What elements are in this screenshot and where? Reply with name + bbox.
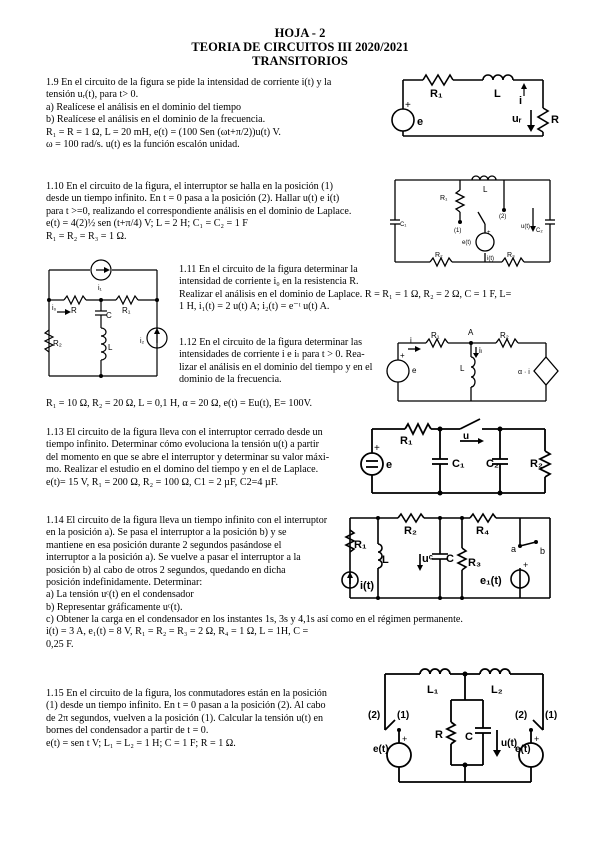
label-c: C [106,311,112,320]
label-it: i(t) [487,256,494,262]
label-plus: + [400,351,405,360]
problem-1-11 [179,264,562,314]
text-line: posición indefinidamente. Determinar: [46,577,203,589]
label-it: i(t) [360,580,375,592]
label-r: R [551,114,559,126]
circuit-figure-1-14 [340,508,565,603]
label-r2: R₂ [53,339,62,348]
sheet-title: HOJA - 2 [274,26,326,40]
label-l1: L₁ [427,684,439,696]
text-line: Realizar el análisis en el dominio de Laplace. R = R₁ = 1 Ω, R₂ = 2 Ω, C = 1 F, L= [179,288,512,300]
label-p1-right: (1) [545,710,558,721]
text-line: b) Realícese el análisis en el dominio de la frecuencia. [46,114,266,126]
label-plus: + [487,230,491,236]
label-r1: R₁ [122,306,131,315]
label-c1: C₁ [452,458,465,470]
label-p2-left: (2) [368,710,381,721]
problem-1-14-continued [46,614,566,651]
label-plus: + [405,100,411,111]
label-a: a [511,544,517,554]
label-ut: u(t) [521,224,530,230]
label-a: A [468,328,474,337]
label-il: iₗ [479,346,483,355]
label-r4: R₄ [476,525,490,537]
label-alpha-i: α · i [518,369,530,376]
label-b: b [540,546,546,556]
text-line: R₁ = R = 1 Ω, L = 20 mH, e(t) = (100 Sen (ωt+π/2))u(t) V. [46,126,281,138]
label-r2: R₂ [404,525,417,537]
label-e: e [412,366,417,375]
problem-1-14 [46,515,341,614]
label-l: L [108,343,113,352]
label-plus-left: + [402,734,408,744]
problem-1-12 [179,337,383,387]
label-c1: C₁ [400,222,407,228]
text-line: a) Realícese el análisis en el dominio del tiempo [46,101,242,113]
text-line: mo. Realizar el estudio en el domino del tiempo y en el de Laplace. [46,464,319,476]
label-e-right: e(t) [515,744,531,755]
text-line: bornes del condensador a partir de t = 0. [46,725,209,737]
text-line: ω = 100 rad/s. u(t) es la función escalón unidad. [46,139,240,151]
text-line: (1) desde un tiempo infinito. En t = 0 pasan a la posición (2). Al cabo [46,700,326,712]
text-line: R₁ = R₂ = R₃ = 1 Ω. [46,230,127,242]
label-c: C [465,731,473,743]
label-i: i [519,95,523,107]
label-r2: R₂ [530,458,543,470]
label-l: L [382,554,389,566]
label-p1: (1) [454,228,462,234]
text-line: interruptor a la posición a). Se vuelve a pasar el interruptor a la [46,552,301,564]
text-line: dominio de la frecuencia. [179,374,282,386]
label-l: L [460,364,465,373]
label-r1: R₁ [400,435,413,447]
text-line: 1.9 En el circuito de la figura se pide la intensidad de corriente i(t) y la [46,77,332,88]
text-line: mantiene en esa posición durante 2 segundos pasándose el [46,539,282,551]
circuit-figure-1-10 [390,170,560,270]
label-e: e(t) [462,240,471,246]
label-r: R [71,306,77,315]
circuit-figure-1-11 [44,256,174,382]
text-line: e(t)= 15 V, R₁ = 200 Ω, R₂ = 100 Ω, C1 = 2 µF, C2=4 µF. [46,476,279,488]
problem-1-13 [46,427,364,489]
label-c2: C₂ [486,458,499,470]
label-l: L [483,185,488,194]
text-line: 1.10 En el circuito de la figura, el interruptor se halla en la posición (1) [46,181,334,192]
text-line: 1.13 El circuito de la figura lleva con el interruptor cerrado desde un [46,427,323,438]
label-i1: i₁ [98,285,102,292]
label-p2: (2) [499,214,507,220]
label-e: e [417,116,424,128]
label-c: C [446,553,454,565]
text-line: R₁ = 10 Ω, R₂ = 20 Ω, L = 0,1 H, α = 20 Ω, e(t) = Eu(t), E= 100V. [46,398,313,409]
label-u: u [463,431,470,442]
text-line: 1.11 En el circuito de la figura determinar la [179,264,358,275]
label-l: L [494,88,501,100]
text-line: e(t) = 4(2)½ sen (t+π/4) V; L = 2 H; C₁ = C₂ = 1 F [46,218,248,230]
label-i: i [410,336,412,345]
text-line: 1.12 En el circuito de la figura determinar las [179,337,363,348]
label-l2: L₂ [491,684,503,696]
circuit-figure-1-15 [365,660,565,790]
text-line: tiempo infinito. Determinar cómo evoluciona la tensión u(t) a partir [46,439,320,451]
label-r1: R₁ [431,331,440,340]
label-p2-right: (2) [515,710,528,721]
label-r1: R₁ [440,195,448,202]
label-r1: R₁ [354,539,367,551]
text-line: para t >=0, realizando el correspondiente análisis en el dominio de Laplace. [46,205,352,217]
circuit-figure-1-13 [360,415,560,500]
label-r3: R₃ [468,557,482,569]
text-line: de 2π segundos, vuelven a la posición (1). Calcular la tensión u(t) en [46,712,323,724]
label-r3: R₃ [507,252,515,259]
label-r2: R₂ [435,252,443,259]
text-line: lizar el análisis en el dominio del tiempo y en el [179,361,373,373]
text-line: e(t) = sen t V; L₁ = L₂ = 1 H; C = 1 F; R = 1 Ω. [46,737,236,749]
label-e-left: e(t) [373,744,389,755]
text-line: tensión uᵣ(t), para t> 0. [46,89,139,101]
label-plus: + [374,443,380,454]
text-line: intensidad de corriente i₀ en la resistencia R. [179,276,359,288]
text-line: del momento en que se abre el interruptor y determinar su valor máxi- [46,451,330,463]
label-i0: i₀ [52,305,57,312]
problem-1-15 [46,688,358,750]
text-line: a) La tensión uᶜ(t) en el condensador [46,589,194,601]
label-plus-right: + [534,734,540,744]
text-line: b) Representar gráficamente uᶜ(t). [46,601,183,613]
label-c2: C₂ [536,228,543,234]
label-i2: i₂ [140,338,145,345]
label-r1: R₁ [430,88,443,100]
label-e1: e₁(t) [480,575,502,587]
circuit-figure-1-12 [386,327,566,407]
label-ur: uᵣ [512,113,522,125]
label-e: e [386,459,393,471]
text-line: intensidades de corriente i e iₗ para t > 0. Rea- [179,349,365,361]
label-p1-left: (1) [397,710,410,721]
circuit-figure-1-9 [383,70,563,142]
problem-1-10 [46,181,382,243]
text-line: en la posición a). Se pasa el interruptor a la posición b) y se [46,527,287,539]
text-line: i(t) = 3 A, e₁(t) = 8 V, R₁ = R₂ = R₃ = 2 Ω, R₄ = 1 Ω, L = 1H, C = [46,626,309,638]
label-uc: uᶜ [422,553,433,565]
text-line: desde un tiempo infinito. En t = 0 pasa a la posición (2). Hallar u(t) e i(t) [46,193,340,205]
course-title: TEORIA DE CIRCUITOS III 2020/2021 [191,40,409,54]
text-line: c) Obtener la carga en el condensador en los instantes 1s, 3s y 4,1s así como en el régimen permanente. [46,614,463,625]
text-line: 1.14 El circuito de la figura lleva un tiempo infinito con el interruptor [46,515,328,526]
text-line: 1 H, i₁(t) = 2 u(t) A; i₂(t) = e⁻ᵗ u(t) A. [179,301,330,313]
text-line: 1.15 En el circuito de la figura, los conmutadores están en la posición [46,688,327,699]
label-plus: + [523,560,529,570]
label-r: R [435,729,443,741]
label-ut: u(t) [501,738,518,749]
label-r2: R₂ [500,331,509,340]
topic-title: TRANSITORIOS [252,54,348,68]
problem-1-9 [46,77,382,151]
text-line: posición b) al cabo de otros 2 segundos, quedando en dicha [46,564,286,576]
text-line: 0,25 F. [46,638,74,650]
